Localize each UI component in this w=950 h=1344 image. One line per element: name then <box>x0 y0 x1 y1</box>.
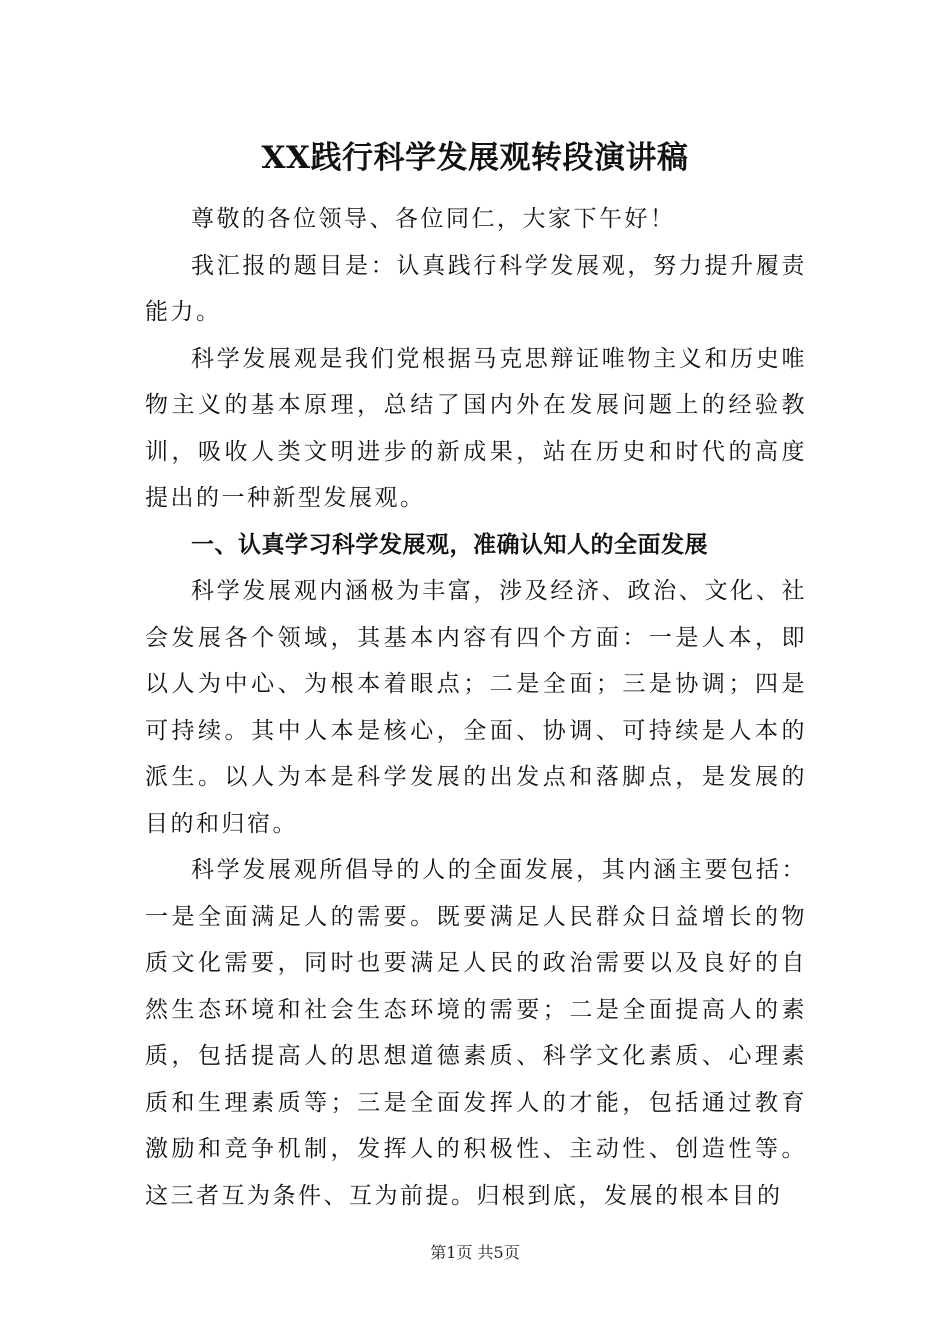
greeting-paragraph: 尊敬的各位领导、各位同仁，大家下午好！ <box>191 206 676 232</box>
section-paragraph: 科学发展观内涵极为丰富，涉及经济、政治、文化、社会发展各个领域，其基本内容有四个方面：一是人本，即以人为中心、为根本着眼点；二是全面；三是协调；四是可持续。其中人本是核心，全面、协调、可持续是人本的派生。以人为本是科学发展的出发点和落脚点，是发展的目的和归宿。 <box>145 578 807 837</box>
section-heading: 一、认真学习科学发展观，准确认知人的全面发展 <box>191 531 708 558</box>
document-title: XX践行科学发展观转段演讲稿 <box>261 140 689 176</box>
topic-paragraph: 我汇报的题目是：认真践行科学发展观，努力提升履责能力。 <box>145 252 807 325</box>
intro-paragraph: 科学发展观是我们党根据马克思辩证唯物主义和历史唯物主义的基本原理，总结了国内外在发展问题上的经验教训，吸收人类文明进步的新成果，站在历史和时代的高度提出的一种新型发展观。 <box>145 345 807 511</box>
page-footer: 第1页 共5页 <box>430 1243 520 1262</box>
section-paragraph: 科学发展观所倡导的人的全面发展，其内涵主要包括：一是全面满足人的需要。既要满足人民群众日益增长的物质文化需要，同时也要满足人民的政治需要以及良好的自然生态环境和社会生态环境的需要；二是全面提高人的素质，包括提高人的思想道德素质、科学文化素质、心理素质和生理素质等；三是全面发挥人的才能，包括通过教育激励和竞争机制，发挥人的积极性、主动性、创造性等。这三者互为条件、互为前提。归根到底，发展的根本目的 <box>145 857 807 1209</box>
document-body <box>145 196 807 1219</box>
